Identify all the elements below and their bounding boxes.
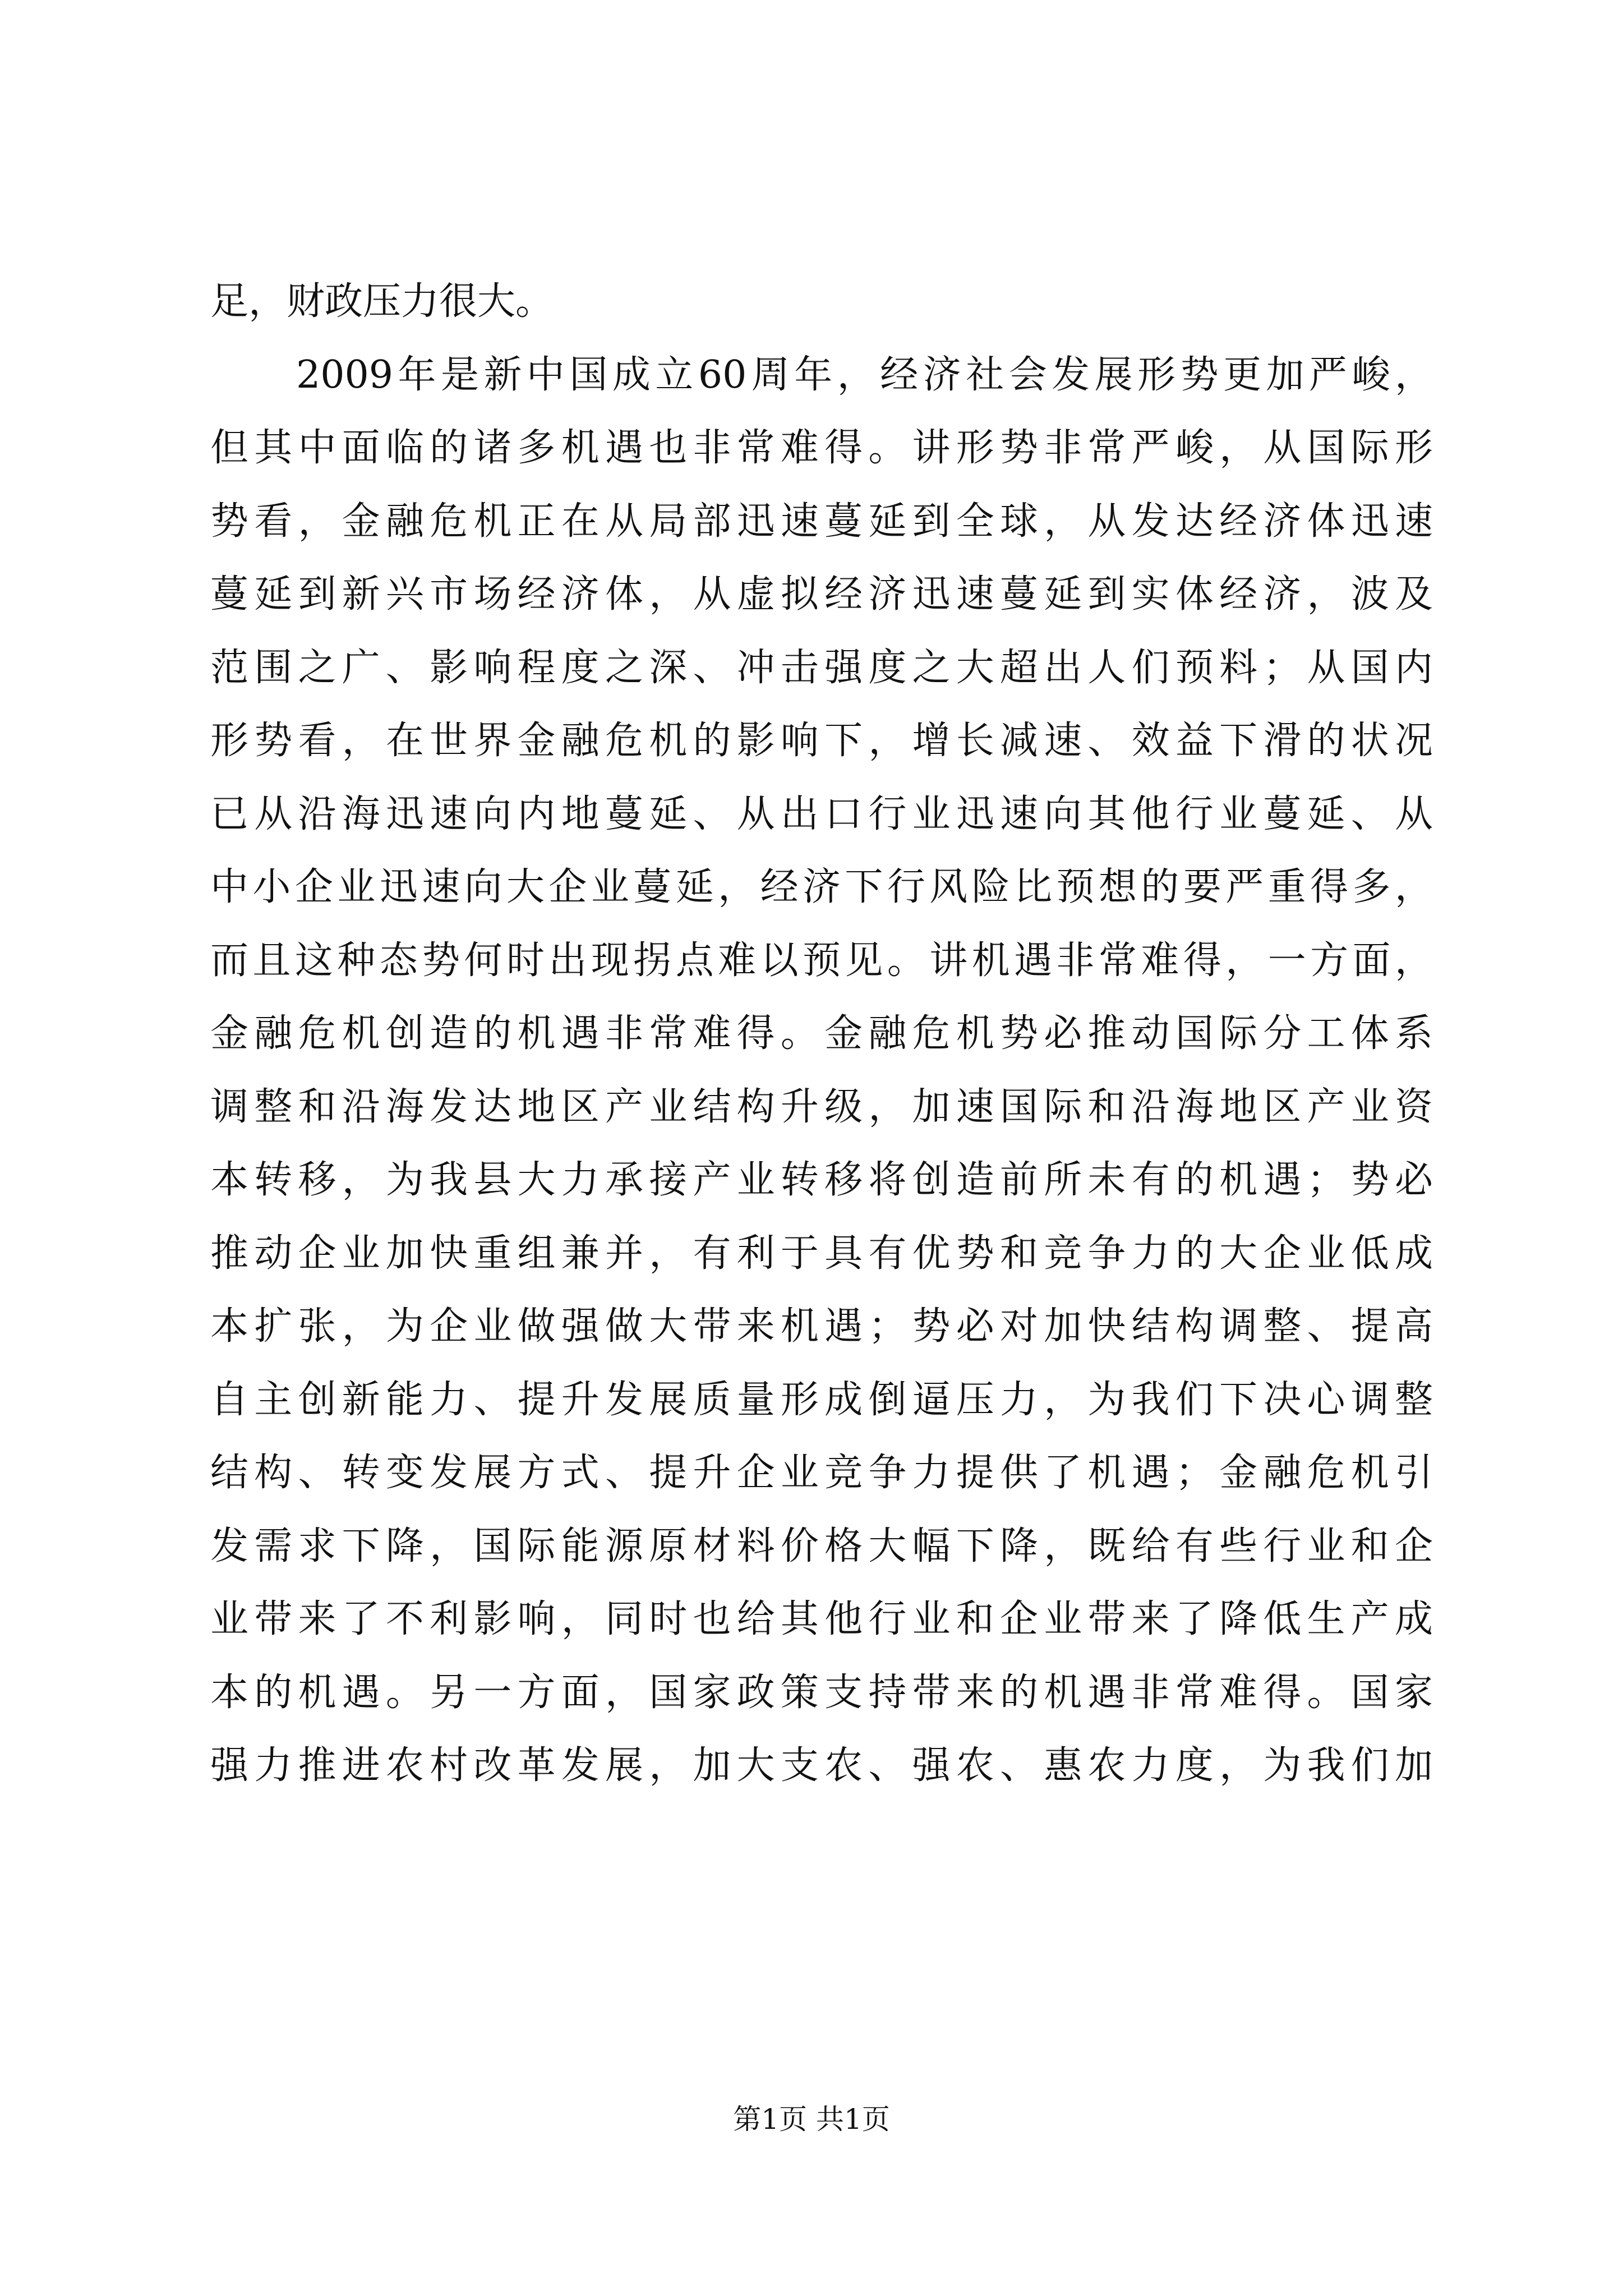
text-line: 但其中面临的诸多机遇也非常难得。讲形势非常严峻，从国际形 bbox=[210, 426, 1433, 470]
text-line: 本的机遇。另一方面，国家政策支持带来的机遇非常难得。国家 bbox=[210, 1670, 1433, 1715]
page-footer: 第1页 共1页 bbox=[733, 2103, 890, 2136]
text-line: 中小企业迅速向大企业蔓延，经济下行风险比预想的要严重得多， bbox=[210, 865, 1433, 909]
text-line: 结构、转变发展方式、提升企业竞争力提供了机遇；金融危机引 bbox=[210, 1451, 1433, 1495]
text-line: 推动企业加快重组兼并，有利于具有优势和竞争力的大企业低成 bbox=[210, 1231, 1433, 1276]
text-line: 范围之广、影响程度之深、冲击强度之大超出人们预料；从国内 bbox=[210, 645, 1433, 690]
text-line: 蔓延到新兴市场经济体，从虚拟经济迅速蔓延到实体经济，波及 bbox=[210, 572, 1433, 616]
text-line: 已从沿海迅速向内地蔓延、从出口行业迅速向其他行业蔓延、从 bbox=[210, 792, 1433, 836]
text-line: 势看，金融危机正在从局部迅速蔓延到全球，从发达经济体迅速 bbox=[210, 499, 1433, 544]
text-line: 发需求下降，国际能源原材料价格大幅下降，既给有些行业和企 bbox=[210, 1524, 1433, 1568]
text-line: 自主创新能力、提升发展质量形成倒逼压力，为我们下决心调整 bbox=[210, 1377, 1433, 1422]
text-line: 本扩张，为企业做强做大带来机遇；势必对加快结构调整、提高 bbox=[210, 1304, 1433, 1349]
text-line: 金融危机创造的机遇非常难得。金融危机势必推动国际分工体系 bbox=[210, 1011, 1433, 1056]
body-text bbox=[210, 265, 1433, 1803]
text-line: 业带来了不利影响，同时也给其他行业和企业带来了降低生产成 bbox=[210, 1597, 1433, 1641]
text-line: 本转移，为我县大力承接产业转移将创造前所未有的机遇；势必 bbox=[210, 1158, 1433, 1202]
text-line: 足，财政压力很大。 bbox=[210, 279, 554, 324]
text-line: 而且这种态势何时出现拐点难以预见。讲机遇非常难得，一方面， bbox=[210, 938, 1433, 983]
text-line: 2009年是新中国成立60周年，经济社会发展形势更加严峻， bbox=[210, 352, 1433, 397]
text-line: 形势看，在世界金融危机的影响下，增长减速、效益下滑的状况 bbox=[210, 719, 1433, 763]
text-line: 调整和沿海发达地区产业结构升级，加速国际和沿海地区产业资 bbox=[210, 1084, 1433, 1129]
text-line: 强力推进农村改革发展，加大支农、强农、惠农力度，为我们加 bbox=[210, 1743, 1433, 1788]
